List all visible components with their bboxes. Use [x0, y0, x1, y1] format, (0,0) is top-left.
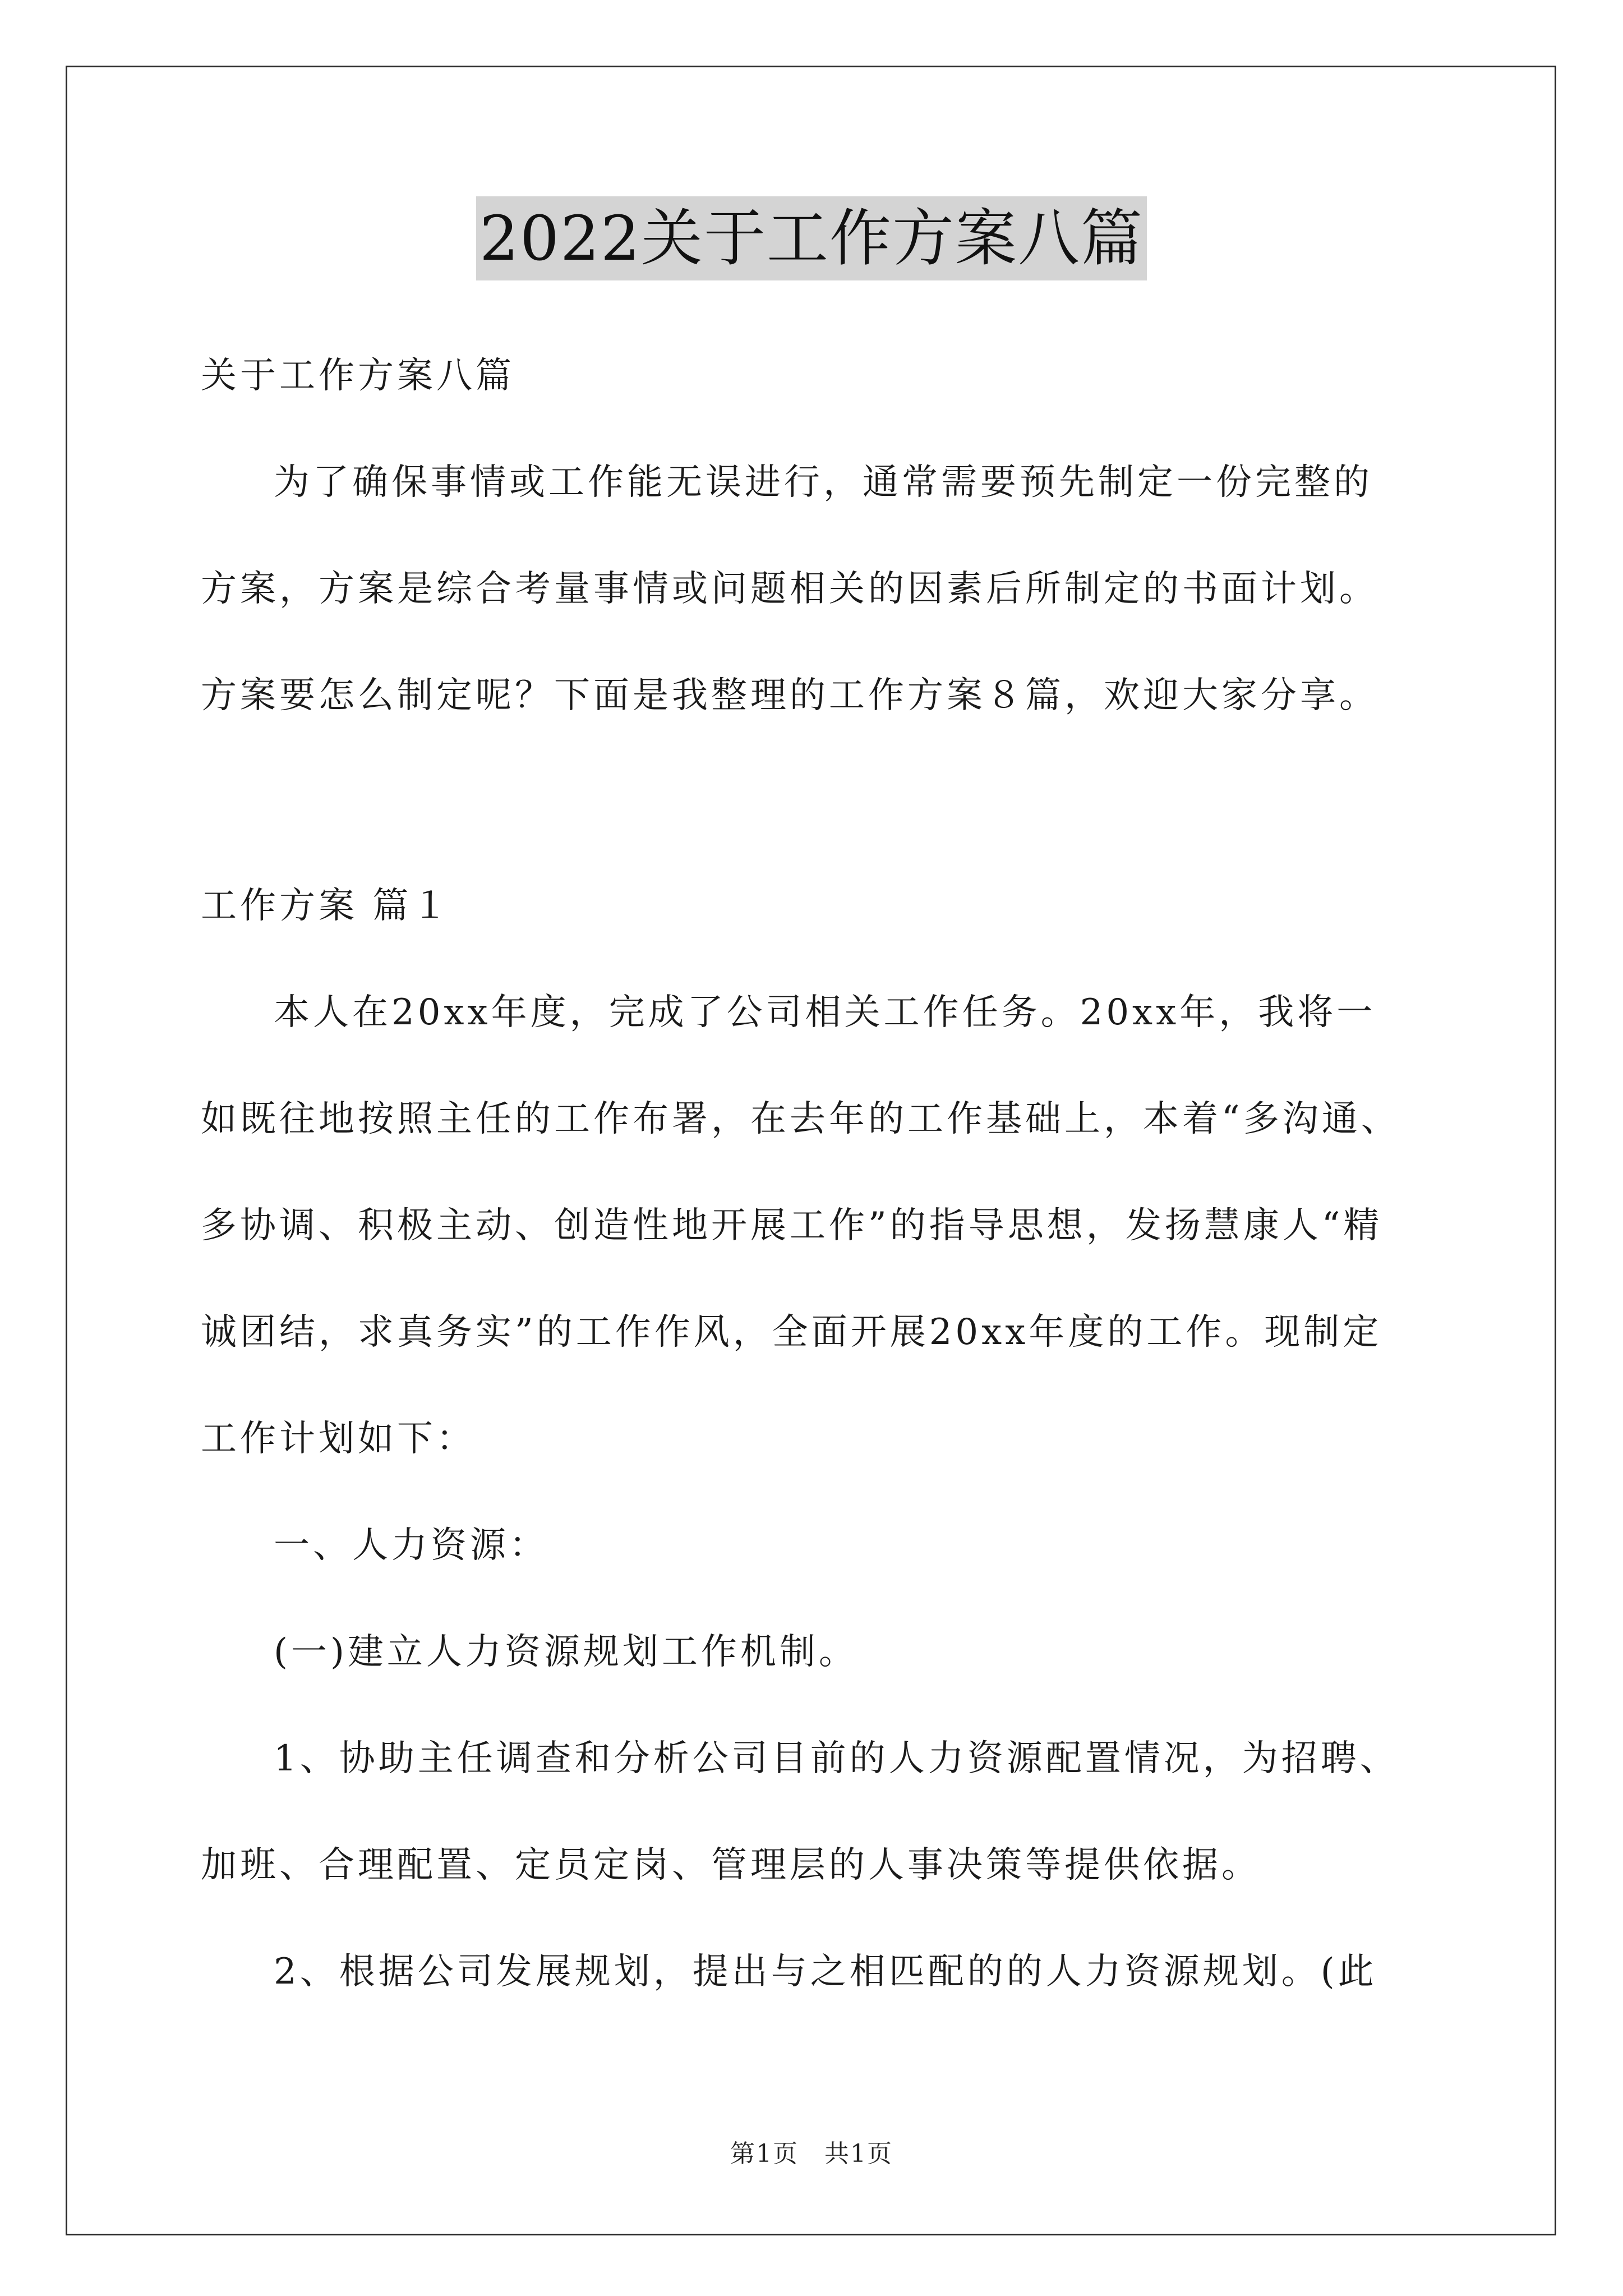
paragraph-line: 诚团结，求真务实”的工作作风，全面开展20xx年度的工作。现制定 — [201, 1312, 1382, 1353]
paragraph-line: 工作计划如下： — [201, 1418, 476, 1460]
paragraph-line: 方案，方案是综合考量事情或问题相关的因素后所制定的书面计划。 — [201, 568, 1378, 610]
paragraph-line: 2、根据公司发展规划，提出与之相匹配的的人力资源规划。(此 — [274, 1951, 1377, 1993]
paragraph-line: 为了确保事情或工作能无误进行，通常需要预先制定一份完整的 — [274, 462, 1373, 503]
paragraph-line: 多协调、积极主动、创造性地开展工作”的指导思想，发扬慧康人“精 — [201, 1205, 1383, 1246]
subtitle-line: 关于工作方案八篇 — [201, 355, 515, 397]
paragraph-line: 如既往地按照主任的工作布署，在去年的工作基础上，本着“多沟通、 — [201, 1098, 1400, 1140]
title-container — [0, 196, 1623, 280]
document-title: 2022关于工作方案八篇 — [476, 196, 1147, 280]
page-footer: 第1页 共1页 — [730, 2139, 893, 2168]
paragraph-line: 1、协助主任调查和分析公司目前的人力资源配置情况，为招聘、 — [274, 1738, 1399, 1779]
paragraph-line: 一、人力资源： — [274, 1525, 548, 1566]
section-heading: 工作方案 篇１ — [201, 885, 451, 927]
paragraph-line: 本人在20xx年度，完成了公司相关工作任务。20xx年，我将一 — [274, 992, 1376, 1033]
paragraph-line: 加班、合理配置、定员定岗、管理层的人事决策等提供依据。 — [201, 1844, 1261, 1886]
paragraph-line: 方案要怎么制定呢？下面是我整理的工作方案８篇，欢迎大家分享。 — [201, 675, 1378, 716]
paragraph-line: (一)建立人力资源规划工作机制。 — [274, 1631, 858, 1673]
